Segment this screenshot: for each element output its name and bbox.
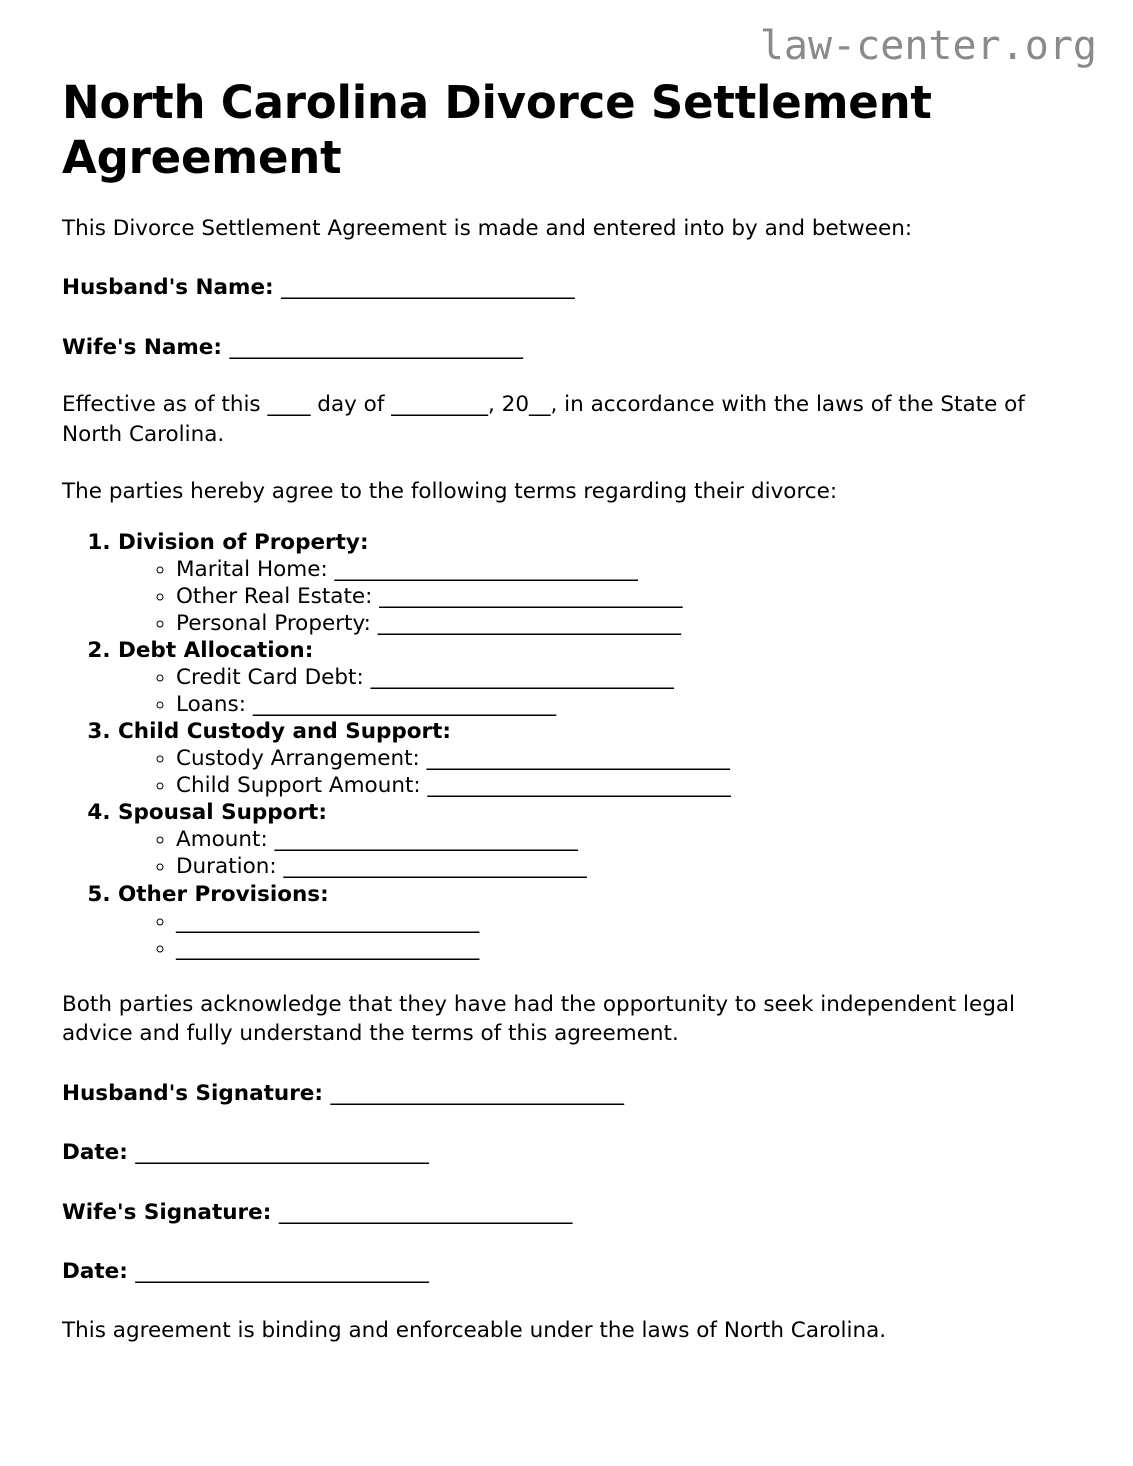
subitem-blank[interactable]: _______________________________ bbox=[377, 610, 680, 636]
subitem-blank[interactable]: _______________________________ bbox=[252, 691, 556, 717]
subitem-credit-card-debt bbox=[176, 664, 1071, 691]
subitem-child-support-amount bbox=[176, 772, 1071, 799]
wife-signature-label: Wife's Signature: bbox=[62, 1199, 272, 1225]
husband-signature-label: Husband's Signature: bbox=[62, 1080, 323, 1106]
wife-date-field bbox=[62, 1257, 1071, 1286]
subitem-other-provision-1 bbox=[176, 908, 1071, 935]
subitem-label: Amount: bbox=[176, 827, 268, 853]
agreement-lead-paragraph: The parties hereby agree to the following terms regarding their divorce: bbox=[62, 479, 838, 505]
subitem-duration bbox=[176, 853, 1071, 880]
subitem-blank[interactable]: _______________________________ bbox=[176, 935, 479, 961]
husband-date-blank[interactable]: ______________________________ bbox=[135, 1140, 428, 1166]
wife-name-blank[interactable]: ______________________________ bbox=[229, 334, 522, 360]
subitem-blank[interactable]: _______________________________ bbox=[176, 908, 479, 934]
subitem-label: Other Real Estate: bbox=[176, 583, 373, 609]
husband-name-field bbox=[62, 273, 1071, 302]
subitem-blank[interactable]: _______________________________ bbox=[283, 854, 586, 880]
term-heading: Child Custody and Support: bbox=[118, 719, 452, 745]
subitem-label: Loans: bbox=[176, 691, 247, 717]
wife-date-label: Date: bbox=[62, 1259, 128, 1285]
term-subitems bbox=[118, 745, 1071, 799]
terms-list bbox=[62, 529, 1071, 962]
subitem-blank[interactable]: _______________________________ bbox=[334, 556, 637, 582]
subitem-label: Child Support Amount: bbox=[176, 773, 421, 799]
signature-block bbox=[62, 1079, 1071, 1287]
term-subitems bbox=[118, 826, 1071, 880]
subitem-other-real-estate bbox=[176, 583, 1071, 610]
subitem-label: Marital Home: bbox=[176, 556, 328, 582]
term-heading: Debt Allocation: bbox=[118, 637, 314, 663]
term-heading: Division of Property: bbox=[118, 529, 369, 555]
subitem-loans bbox=[176, 691, 1071, 718]
husband-date-label: Date: bbox=[62, 1140, 128, 1166]
subitem-label: Custody Arrangement: bbox=[176, 746, 420, 772]
page-title: North Carolina Divorce Settlement Agreement bbox=[62, 76, 932, 184]
site-watermark: law-center.org bbox=[759, 23, 1097, 69]
term-subitems bbox=[118, 908, 1071, 962]
subitem-blank[interactable]: _______________________________ bbox=[379, 583, 682, 609]
subitem-custody-arrangement bbox=[176, 745, 1071, 772]
subitem-label: Duration: bbox=[176, 854, 277, 880]
wife-signature-blank[interactable]: ______________________________ bbox=[278, 1199, 572, 1225]
subitem-blank[interactable]: _______________________________ bbox=[427, 773, 730, 799]
husband-signature-field bbox=[62, 1079, 1071, 1108]
wife-date-blank[interactable]: ______________________________ bbox=[135, 1259, 428, 1285]
term-item-child-custody-and-support bbox=[118, 718, 1071, 799]
acknowledgement-paragraph: Both parties acknowledge that they have had the opportunity to seek independent legal advice and fully understand the terms of this agreement. bbox=[62, 991, 1016, 1047]
subitem-blank[interactable]: _______________________________ bbox=[274, 827, 577, 853]
subitem-marital-home bbox=[176, 556, 1071, 583]
term-item-debt-allocation bbox=[118, 637, 1071, 718]
term-subitems bbox=[118, 664, 1071, 718]
subitem-personal-property bbox=[176, 610, 1071, 637]
subitem-amount bbox=[176, 826, 1071, 853]
subitem-other-provision-2 bbox=[176, 935, 1071, 962]
term-heading: Other Provisions: bbox=[118, 881, 329, 907]
subitem-blank[interactable]: _______________________________ bbox=[426, 746, 729, 772]
term-item-other-provisions bbox=[118, 881, 1071, 962]
wife-name-label: Wife's Name: bbox=[62, 334, 222, 360]
closing-paragraph: This agreement is binding and enforceable under the laws of North Carolina. bbox=[62, 1318, 887, 1344]
intro-paragraph: This Divorce Settlement Agreement is made and entered into by and between: bbox=[62, 215, 913, 241]
effective-date-paragraph: Effective as of this ____ day of _________, 20__, in accordance with the laws of the State of North Carolina. bbox=[62, 392, 1025, 447]
term-subitems bbox=[118, 556, 1071, 637]
term-item-spousal-support bbox=[118, 799, 1071, 880]
subitem-blank[interactable]: _______________________________ bbox=[370, 664, 673, 690]
subitem-label: Credit Card Debt: bbox=[176, 664, 364, 690]
wife-signature-field bbox=[62, 1198, 1071, 1227]
term-heading: Spousal Support: bbox=[118, 800, 327, 826]
wife-name-field bbox=[62, 333, 1071, 362]
husband-name-label: Husband's Name: bbox=[62, 275, 274, 301]
husband-date-field bbox=[62, 1138, 1071, 1167]
husband-name-blank[interactable]: ______________________________ bbox=[281, 275, 574, 301]
subitem-label: Personal Property: bbox=[176, 610, 371, 636]
term-item-division-of-property bbox=[118, 529, 1071, 637]
husband-signature-blank[interactable]: ______________________________ bbox=[330, 1080, 623, 1106]
